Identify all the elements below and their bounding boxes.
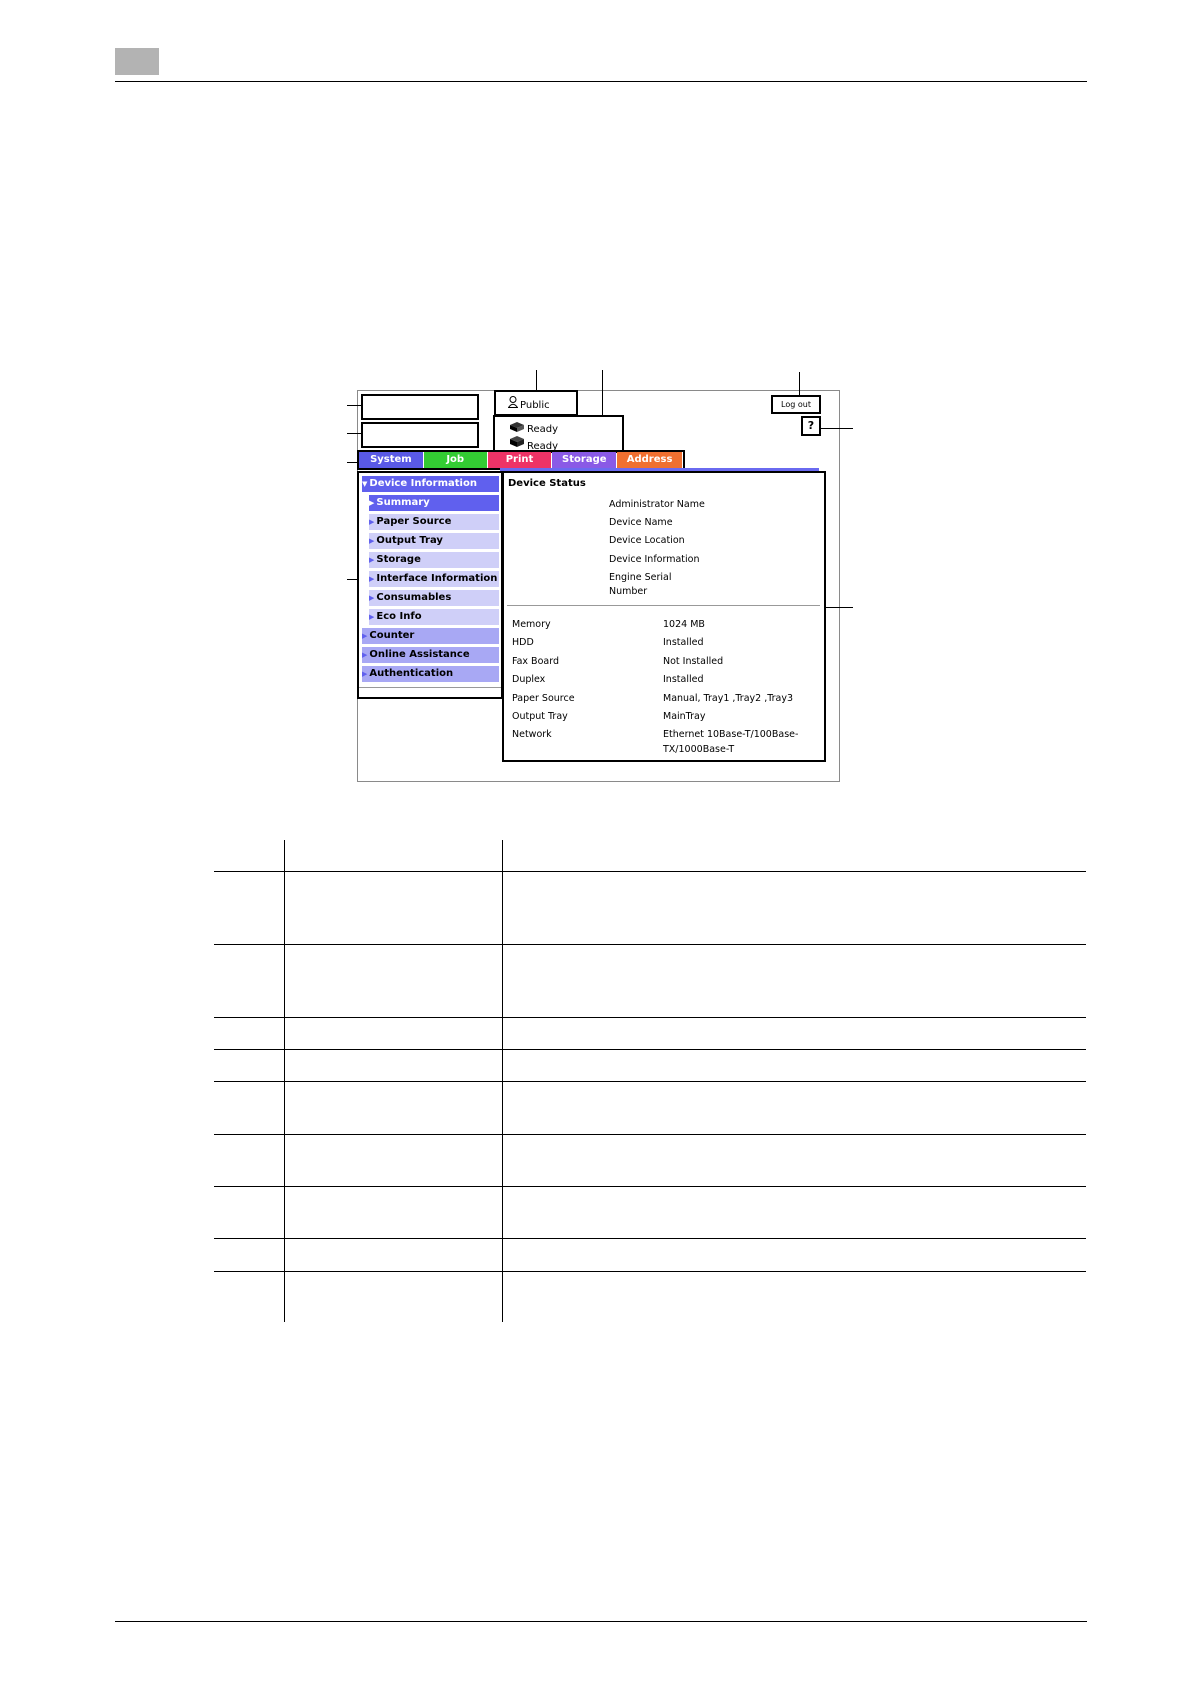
spec-value: Manual, Tray1 ,Tray2 ,Tray3	[663, 693, 794, 704]
header-rule	[115, 81, 1087, 82]
scanner-icon	[509, 435, 525, 448]
sidebar-item-counter[interactable]: ▶ Counter	[362, 628, 499, 644]
user-icon	[508, 396, 518, 408]
login-user-display	[494, 390, 578, 416]
table-row-rule	[214, 1186, 1086, 1187]
info-label: Engine Serial	[609, 572, 672, 583]
callout-line	[824, 607, 853, 608]
arrow-icon: ▶	[362, 632, 368, 640]
table-row-rule	[214, 1049, 1086, 1050]
tab-print[interactable]: Print	[488, 452, 552, 468]
arrow-icon: ▶	[369, 556, 375, 564]
device-name-area	[361, 422, 479, 448]
sidebar-item-summary[interactable]: ▶ Summary	[369, 495, 499, 511]
printer-status: Ready	[527, 424, 559, 435]
arrow-icon: ▶	[362, 651, 368, 659]
arrow-icon: ▶	[369, 499, 375, 507]
sidebar-item-paper-source[interactable]: ▶ Paper Source	[369, 514, 499, 530]
sidebar-divider	[359, 687, 501, 688]
table-row-rule	[214, 1017, 1086, 1018]
spec-label: Paper Source	[512, 693, 575, 704]
table-header-rule	[214, 871, 1086, 872]
callout-line	[799, 372, 800, 396]
tab-system[interactable]: System	[359, 452, 423, 468]
status-display	[493, 415, 624, 453]
expand-arrow-icon: ▼	[362, 480, 368, 488]
spec-value-cont: TX/1000Base-T	[663, 744, 735, 755]
table-row-rule	[214, 1081, 1086, 1082]
arrow-icon: ▶	[369, 518, 375, 526]
user-label: Public	[520, 400, 550, 411]
menu-tabs	[357, 450, 685, 470]
table-row-rule	[214, 1271, 1086, 1272]
spec-label: HDD	[512, 637, 534, 648]
tab-address[interactable]: Address	[617, 452, 682, 468]
scanner-status: Ready	[527, 441, 559, 452]
sidebar-item-device-information[interactable]: ▼ Device Information	[362, 476, 499, 492]
page-tab-marker	[115, 48, 159, 75]
arrow-icon: ▶	[369, 594, 375, 602]
spec-value: Installed	[663, 637, 704, 648]
sidebar-item-output-tray[interactable]: ▶ Output Tray	[369, 533, 499, 549]
sidebar-item-authentication[interactable]: ▶ Authentication	[362, 666, 499, 682]
callout-line	[347, 405, 361, 406]
arrow-icon: ▶	[362, 670, 368, 678]
table-row-rule	[214, 944, 1086, 945]
panel-separator	[507, 605, 820, 606]
spec-value: Not Installed	[663, 656, 724, 667]
callout-line	[820, 428, 853, 429]
arrow-icon: ▶	[369, 575, 375, 583]
arrow-icon: ▶	[369, 537, 375, 545]
arrow-icon: ▶	[369, 613, 375, 621]
sidebar-item-eco-info[interactable]: ▶ Eco Info	[369, 609, 499, 625]
tab-storage[interactable]: Storage	[552, 452, 616, 468]
spec-value: 1024 MB	[663, 619, 705, 630]
device-status-panel	[502, 471, 826, 762]
callout-line	[347, 433, 361, 434]
logo-area	[361, 394, 479, 420]
sidebar-item-consumables[interactable]: ▶ Consumables	[369, 590, 499, 606]
spec-label: Memory	[512, 619, 551, 630]
table-row-rule	[214, 1134, 1086, 1135]
info-label: Device Location	[609, 535, 685, 546]
info-label: Device Name	[609, 517, 673, 528]
panel-title: Device Status	[508, 478, 586, 489]
spec-label: Network	[512, 729, 552, 740]
tab-job[interactable]: Job	[424, 452, 487, 468]
spec-value: Installed	[663, 674, 704, 685]
callout-line	[602, 370, 603, 418]
spec-value: MainTray	[663, 711, 706, 722]
spec-value: Ethernet 10Base-T/100Base-	[663, 729, 799, 740]
sidebar-item-storage[interactable]: ▶ Storage	[369, 552, 499, 568]
callout-line	[536, 370, 537, 392]
sidebar-menu	[357, 471, 503, 699]
spec-label: Duplex	[512, 674, 546, 685]
help-icon[interactable]: ?	[801, 416, 821, 436]
footer-rule	[115, 1621, 1087, 1622]
printer-icon	[509, 420, 525, 433]
info-label: Number	[609, 586, 648, 597]
sidebar-item-online-assistance[interactable]: ▶ Online Assistance	[362, 647, 499, 663]
spec-label: Output Tray	[512, 711, 568, 722]
logout-button[interactable]: Log out	[771, 395, 821, 414]
spec-label: Fax Board	[512, 656, 559, 667]
info-label: Device Information	[609, 554, 700, 565]
table-row-rule	[214, 1238, 1086, 1239]
info-label: Administrator Name	[609, 499, 705, 510]
sidebar-item-interface-information[interactable]: ▶ Interface Information	[369, 571, 499, 587]
